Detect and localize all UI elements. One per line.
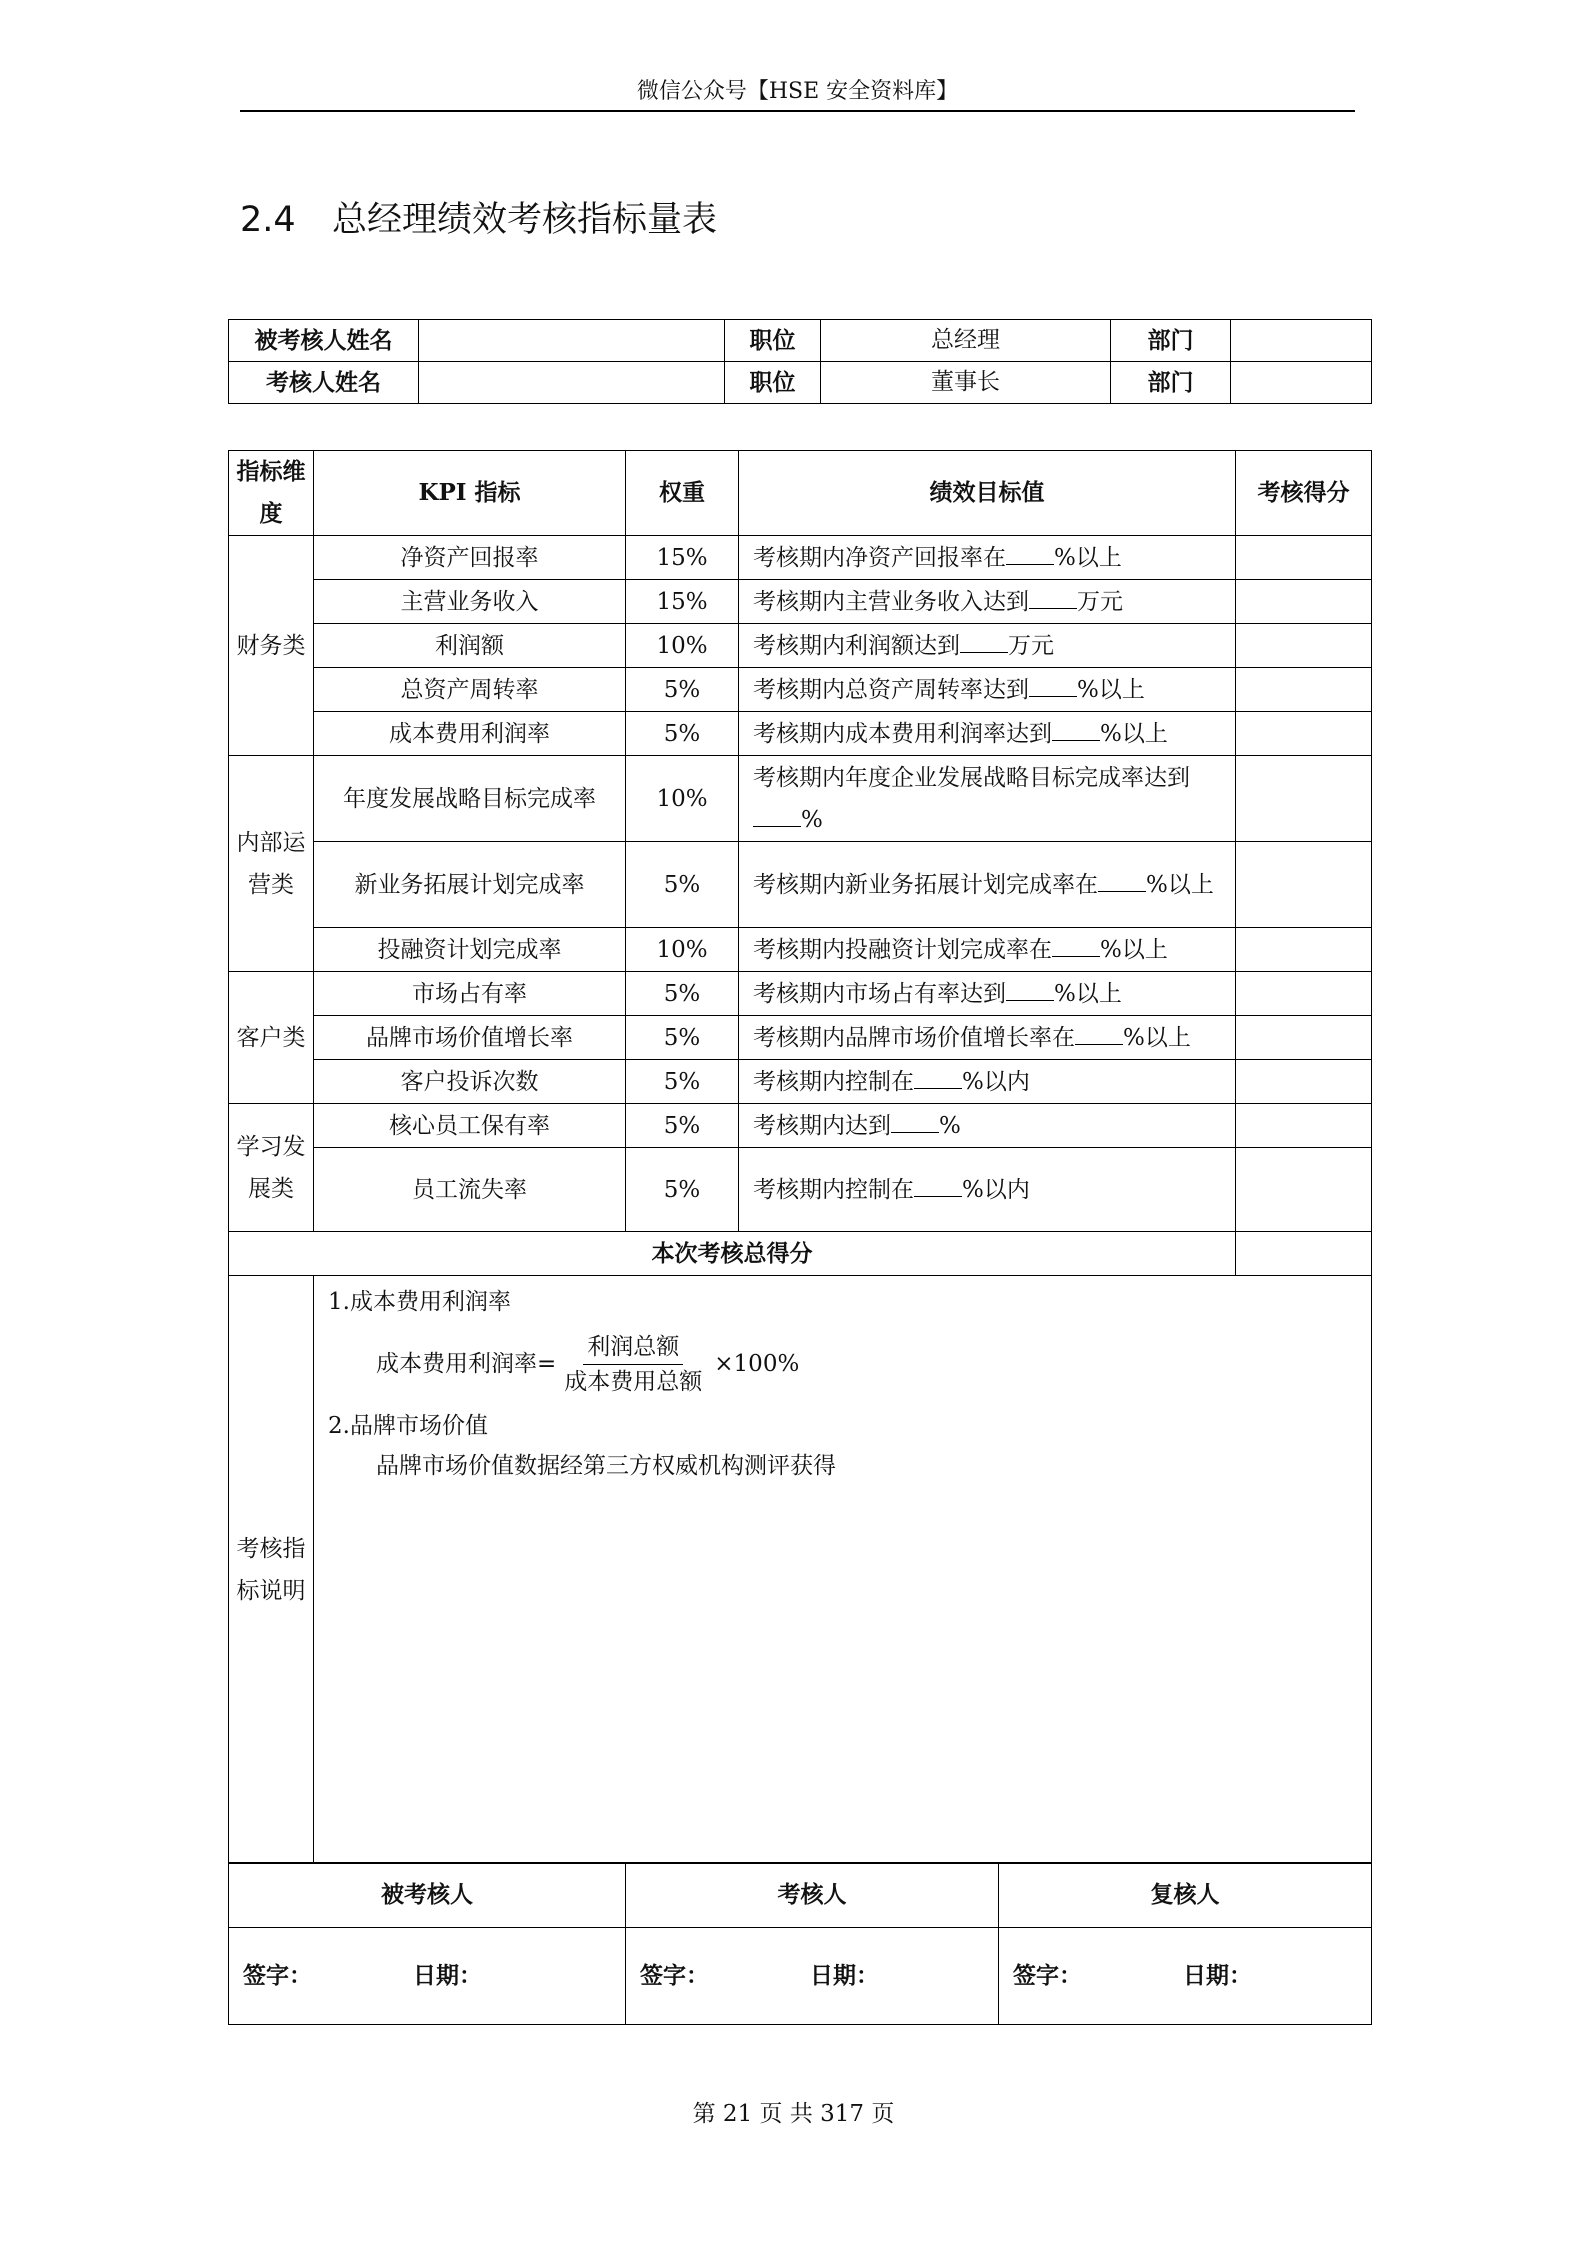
role-appraisee: 被考核人 xyxy=(229,1863,626,1928)
target-text: 考核期内年度企业发展战略目标完成率达到 xyxy=(753,764,1190,791)
kpi-weight: 5% xyxy=(626,972,739,1016)
kpi-name: 客户投诉次数 xyxy=(314,1060,626,1104)
role-reviewer: 复核人 xyxy=(999,1863,1372,1928)
info-dept-label: 部门 xyxy=(1111,362,1231,404)
info-row xyxy=(229,362,1372,404)
target-text: 考核期内品牌市场价值增长率在 xyxy=(753,1024,1075,1051)
sign-label: 签字： xyxy=(243,1962,312,1989)
target-text: 考核期内控制在 xyxy=(753,1068,914,1095)
kpi-row xyxy=(229,1016,1372,1060)
kpi-target xyxy=(739,624,1236,668)
target-text: 考核期内新业务拓展计划完成率在 xyxy=(753,871,1098,898)
kpi-weight: 15% xyxy=(626,580,739,624)
kpi-weight: 15% xyxy=(626,536,739,580)
kpi-score-field[interactable] xyxy=(1236,928,1372,972)
target-suffix: %以内 xyxy=(962,1068,1030,1095)
kpi-row xyxy=(229,580,1372,624)
target-blank[interactable] xyxy=(1029,674,1077,697)
date-label: 日期： xyxy=(413,1962,482,1989)
kpi-name: 净资产回报率 xyxy=(314,536,626,580)
kpi-table xyxy=(228,450,1372,1864)
kpi-name: 成本费用利润率 xyxy=(314,712,626,756)
formula-fraction xyxy=(560,1330,706,1399)
target-text: 考核期内利润额达到 xyxy=(753,632,960,659)
target-suffix: %以内 xyxy=(962,1176,1030,1203)
kpi-score-field[interactable] xyxy=(1236,756,1372,842)
signature-cell[interactable] xyxy=(626,1928,999,2025)
sign-label: 签字： xyxy=(1013,1962,1082,1989)
notes-label: 考核指标说明 xyxy=(229,1276,314,1864)
kpi-weight: 10% xyxy=(626,928,739,972)
target-blank[interactable] xyxy=(753,804,801,827)
kpi-row xyxy=(229,1148,1372,1232)
kpi-header-row xyxy=(229,451,1372,536)
date-label: 日期： xyxy=(810,1962,879,1989)
target-suffix: 万元 xyxy=(1077,588,1123,615)
kpi-name: 总资产周转率 xyxy=(314,668,626,712)
target-blank[interactable] xyxy=(914,1174,962,1197)
kpi-score-field[interactable] xyxy=(1236,536,1372,580)
kpi-score-field[interactable] xyxy=(1236,1060,1372,1104)
info-position-label: 职位 xyxy=(725,362,821,404)
target-suffix: 万元 xyxy=(1008,632,1054,659)
kpi-target xyxy=(739,668,1236,712)
kpi-weight: 5% xyxy=(626,842,739,928)
total-label: 本次考核总得分 xyxy=(229,1232,1236,1276)
page-footer: 第 21 页 共 317 页 xyxy=(692,2101,895,2127)
dimension-cell: 学习发展类 xyxy=(229,1104,314,1232)
kpi-weight: 5% xyxy=(626,1016,739,1060)
kpi-target xyxy=(739,1016,1236,1060)
kpi-weight: 5% xyxy=(626,1104,739,1148)
kpi-name: 年度发展战略目标完成率 xyxy=(314,756,626,842)
info-position-label: 职位 xyxy=(725,320,821,362)
info-table xyxy=(228,319,1372,404)
kpi-target xyxy=(739,712,1236,756)
target-suffix: %以上 xyxy=(1054,544,1122,571)
date-label: 日期： xyxy=(1183,1962,1252,1989)
kpi-row xyxy=(229,668,1372,712)
kpi-name: 利润额 xyxy=(314,624,626,668)
info-dept-label: 部门 xyxy=(1111,320,1231,362)
target-blank[interactable] xyxy=(891,1110,939,1133)
target-blank[interactable] xyxy=(960,630,1008,653)
target-blank[interactable] xyxy=(1098,869,1146,892)
kpi-weight: 5% xyxy=(626,712,739,756)
total-row xyxy=(229,1232,1372,1276)
kpi-name: 员工流失率 xyxy=(314,1148,626,1232)
signature-role-row xyxy=(229,1863,1372,1928)
formula-tail: ×100% xyxy=(714,1351,800,1377)
kpi-target xyxy=(739,580,1236,624)
kpi-score-field[interactable] xyxy=(1236,712,1372,756)
note-item1-title: 1.成本费用利润率 xyxy=(328,1289,511,1315)
target-text: 考核期内净资产回报率在 xyxy=(753,544,1006,571)
note-item2-title: 2.品牌市场价值 xyxy=(328,1413,488,1439)
kpi-target xyxy=(739,928,1236,972)
kpi-weight: 10% xyxy=(626,624,739,668)
target-text: 考核期内总资产周转率达到 xyxy=(753,676,1029,703)
info-dept-field[interactable] xyxy=(1231,362,1372,404)
kpi-score-field[interactable] xyxy=(1236,624,1372,668)
target-text: 考核期内控制在 xyxy=(753,1176,914,1203)
kpi-score-field[interactable] xyxy=(1236,972,1372,1016)
target-suffix: %以上 xyxy=(1100,720,1168,747)
target-blank[interactable] xyxy=(1075,1022,1123,1045)
kpi-score-field[interactable] xyxy=(1236,580,1372,624)
kpi-target xyxy=(739,756,1236,842)
notes-row xyxy=(229,1276,1372,1864)
kpi-row xyxy=(229,712,1372,756)
target-suffix: % xyxy=(939,1112,961,1139)
signature-field-row xyxy=(229,1928,1372,2025)
kpi-name: 市场占有率 xyxy=(314,972,626,1016)
section-title-text: 总经理绩效考核指标量表 xyxy=(332,200,718,240)
kpi-weight: 10% xyxy=(626,756,739,842)
kpi-row xyxy=(229,972,1372,1016)
info-label: 被考核人姓名 xyxy=(229,320,419,362)
header-target: 绩效目标值 xyxy=(739,451,1236,536)
kpi-target xyxy=(739,536,1236,580)
kpi-score-field[interactable] xyxy=(1236,668,1372,712)
info-position-value: 总经理 xyxy=(821,320,1111,362)
target-blank[interactable] xyxy=(1052,718,1100,741)
kpi-weight: 5% xyxy=(626,668,739,712)
target-text: 考核期内市场占有率达到 xyxy=(753,980,1006,1007)
kpi-row xyxy=(229,756,1372,842)
total-score-field[interactable] xyxy=(1236,1232,1372,1276)
kpi-name: 主营业务收入 xyxy=(314,580,626,624)
target-text: 考核期内达到 xyxy=(753,1112,891,1139)
target-blank[interactable] xyxy=(1006,978,1054,1001)
formula-denominator: 成本费用总额 xyxy=(564,1368,703,1395)
signature-cell[interactable] xyxy=(999,1928,1372,2025)
kpi-row xyxy=(229,1104,1372,1148)
header-kpi: KPI 指标 xyxy=(314,451,626,536)
section-title xyxy=(240,196,717,244)
kpi-target xyxy=(739,972,1236,1016)
target-suffix: %以上 xyxy=(1123,1024,1191,1051)
kpi-score-field[interactable] xyxy=(1236,1104,1372,1148)
header-score: 考核得分 xyxy=(1236,451,1372,536)
formula-lhs: 成本费用利润率= xyxy=(376,1351,557,1377)
header-weight: 权重 xyxy=(626,451,739,536)
info-row xyxy=(229,320,1372,362)
target-suffix: % xyxy=(801,806,823,833)
role-appraiser: 考核人 xyxy=(626,1863,999,1928)
kpi-score-field[interactable] xyxy=(1236,842,1372,928)
target-suffix: %以上 xyxy=(1100,936,1168,963)
kpi-target xyxy=(739,1104,1236,1148)
target-blank[interactable] xyxy=(1006,542,1054,565)
target-suffix: %以上 xyxy=(1054,980,1122,1007)
dimension-cell: 财务类 xyxy=(229,536,314,756)
target-suffix: %以上 xyxy=(1146,871,1214,898)
info-name-field[interactable] xyxy=(419,320,725,362)
page-header: 微信公众号【HSE 安全资料库】 xyxy=(636,79,959,104)
target-suffix: %以上 xyxy=(1077,676,1145,703)
kpi-target xyxy=(739,1148,1236,1232)
dimension-cell: 内部运营类 xyxy=(229,756,314,972)
sign-label: 签字： xyxy=(640,1962,709,1989)
kpi-row xyxy=(229,1060,1372,1104)
kpi-target xyxy=(739,842,1236,928)
info-position-value: 董事长 xyxy=(821,362,1111,404)
signature-cell[interactable] xyxy=(229,1928,626,2025)
kpi-row xyxy=(229,928,1372,972)
dimension-cell: 客户类 xyxy=(229,972,314,1104)
header-dimension: 指标维度 xyxy=(229,451,314,536)
info-dept-field[interactable] xyxy=(1231,320,1372,362)
kpi-row xyxy=(229,536,1372,580)
kpi-name: 新业务拓展计划完成率 xyxy=(314,842,626,928)
formula-numerator: 利润总额 xyxy=(583,1330,683,1365)
note-item2-text: 品牌市场价值数据经第三方权威机构测评获得 xyxy=(376,1453,836,1479)
kpi-score-field[interactable] xyxy=(1236,1016,1372,1060)
kpi-row xyxy=(229,842,1372,928)
info-name-field[interactable] xyxy=(419,362,725,404)
kpi-name: 品牌市场价值增长率 xyxy=(314,1016,626,1060)
formula xyxy=(328,1322,1371,1406)
kpi-name: 投融资计划完成率 xyxy=(314,928,626,972)
header-divider xyxy=(240,110,1355,112)
target-text: 考核期内投融资计划完成率在 xyxy=(753,936,1052,963)
target-blank[interactable] xyxy=(914,1066,962,1089)
target-blank[interactable] xyxy=(1029,586,1077,609)
kpi-target xyxy=(739,1060,1236,1104)
target-blank[interactable] xyxy=(1052,934,1100,957)
target-text: 考核期内成本费用利润率达到 xyxy=(753,720,1052,747)
kpi-score-field[interactable] xyxy=(1236,1148,1372,1232)
section-number: 2.4 xyxy=(240,200,296,240)
kpi-weight: 5% xyxy=(626,1148,739,1232)
target-text: 考核期内主营业务收入达到 xyxy=(753,588,1029,615)
kpi-row xyxy=(229,624,1372,668)
signature-table xyxy=(228,1862,1372,2025)
notes-content xyxy=(314,1276,1372,1864)
kpi-weight: 5% xyxy=(626,1060,739,1104)
info-label: 考核人姓名 xyxy=(229,362,419,404)
kpi-name: 核心员工保有率 xyxy=(314,1104,626,1148)
